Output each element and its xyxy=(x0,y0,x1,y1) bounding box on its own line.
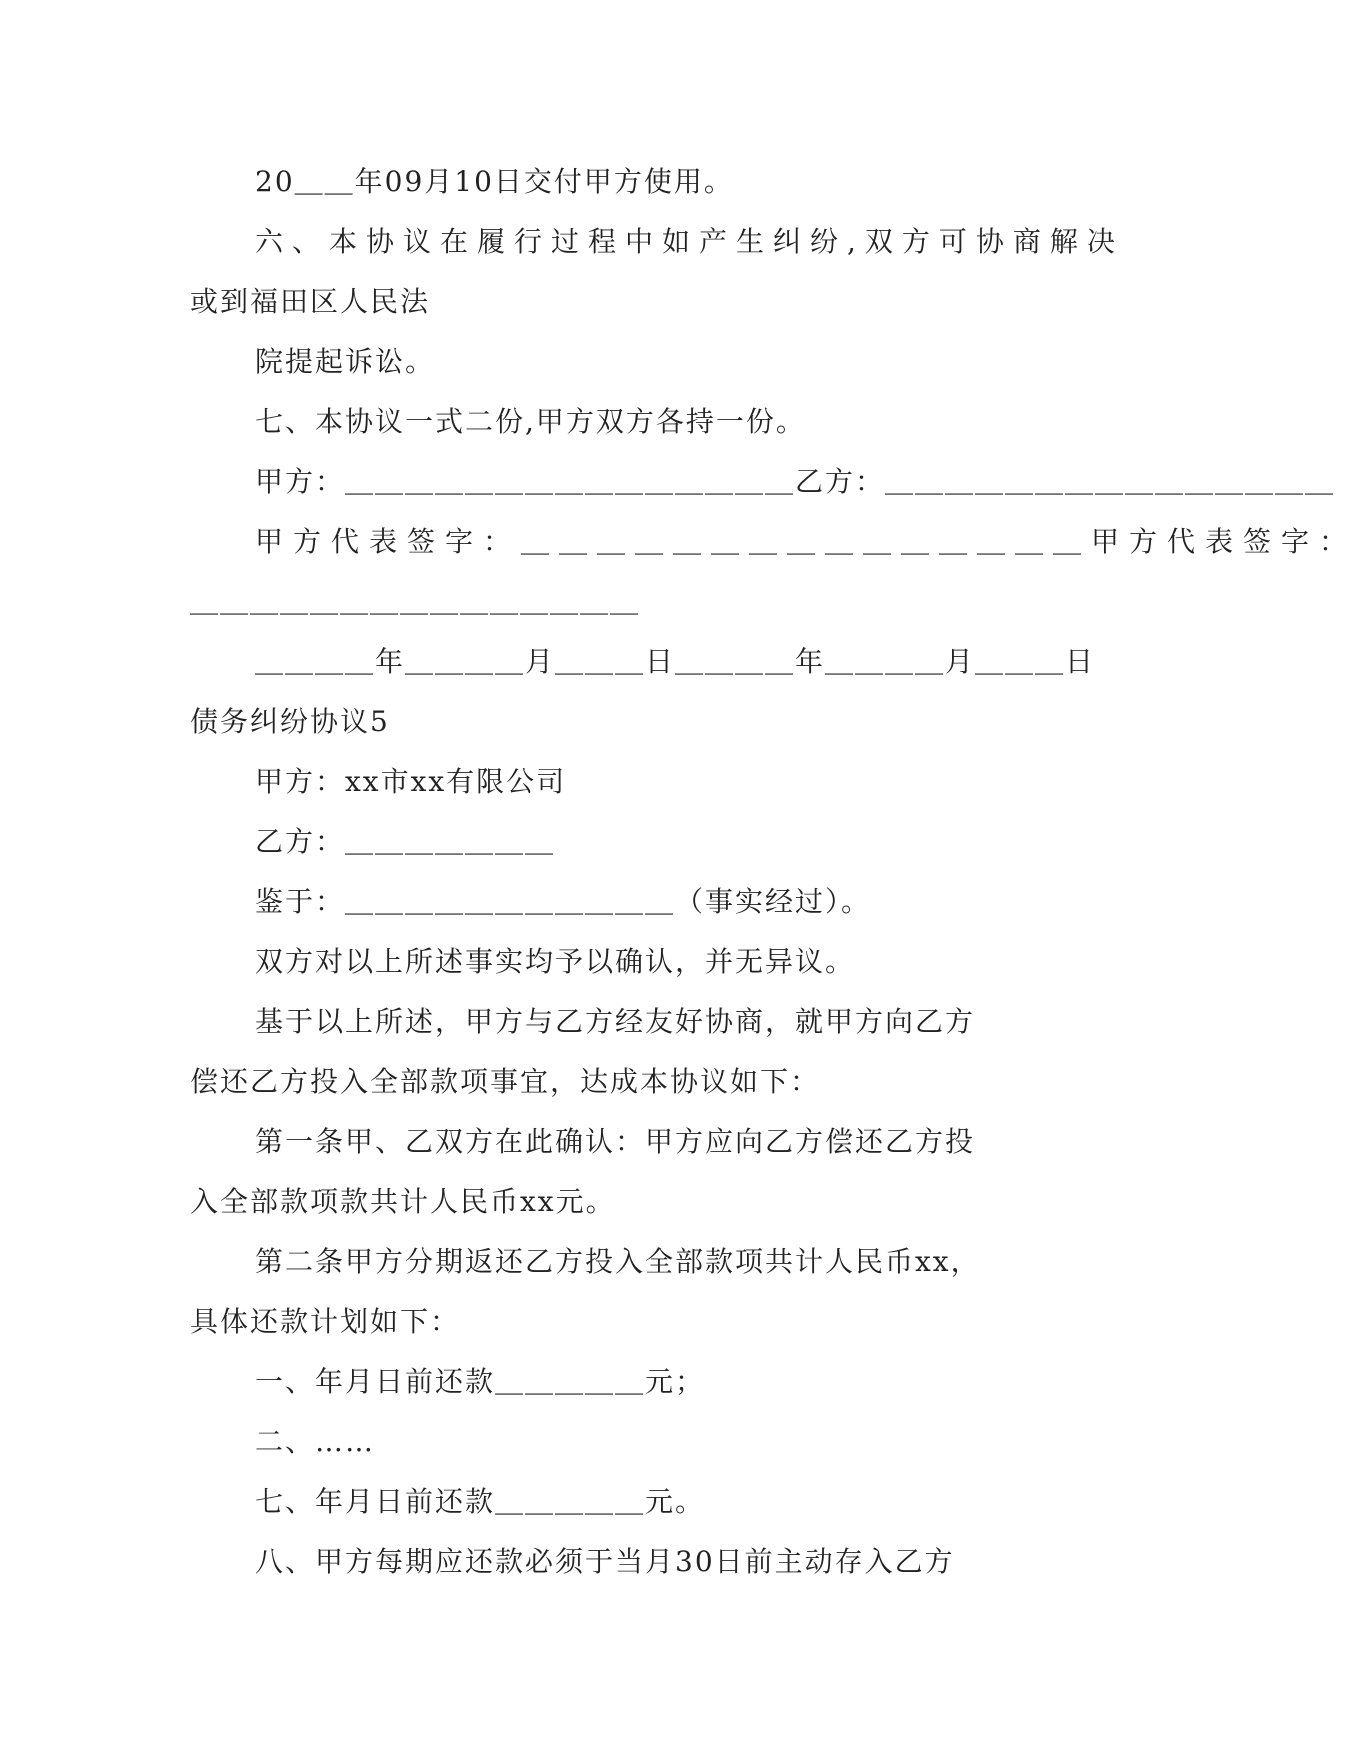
signature-date-line: ＿＿＿＿年＿＿＿＿月＿＿＿日＿＿＿＿年＿＿＿＿月＿＿＿日 xyxy=(255,645,1096,678)
party-a-line: 甲方：xx市xx有限公司 xyxy=(255,765,567,798)
repayment-line: 偿还乙方投入全部款项事宜，达成本协议如下： xyxy=(190,1065,821,1098)
repayment-plan-line: 具体还款计划如下： xyxy=(190,1305,461,1338)
confirmation-line: 双方对以上所述事实均予以确认，并无异议。 xyxy=(255,945,856,978)
agreement-title: 债务纠纷协议5 xyxy=(190,705,390,738)
court-line: 或到福田区人民法 xyxy=(190,285,431,318)
installment-one-line: 一、年月日前还款＿＿＿＿＿元； xyxy=(255,1365,706,1398)
whereas-line: 鉴于：＿＿＿＿＿＿＿＿＿＿＿（事实经过）。 xyxy=(255,885,872,918)
party-b-line: 乙方：＿＿＿＿＿＿＿ xyxy=(255,825,556,858)
article-two-line: 第二条甲方分期返还乙方投入全部款项共计人民币xx， xyxy=(255,1245,981,1278)
installment-seven-line: 七、年月日前还款＿＿＿＿＿元。 xyxy=(255,1485,706,1518)
lawsuit-line: 院提起诉讼。 xyxy=(255,345,436,378)
delivery-date-line: 20＿＿年09月10日交付甲方使用。 xyxy=(255,165,734,198)
party-signature-line: 甲方：＿＿＿＿＿＿＿＿＿＿＿＿＿＿＿乙方：＿＿＿＿＿＿＿＿＿＿＿＿＿＿＿ xyxy=(255,465,1336,498)
clause-seven-line: 七、本协议一式二份,甲方双方各持一份。 xyxy=(255,405,806,438)
installment-two-line: 二、…… xyxy=(255,1425,376,1458)
clause-six-line: 六、本协议在履行过程中如产生纠纷,双方可协商解决 xyxy=(255,225,1124,258)
signature-underline: ＿＿＿＿＿＿＿＿＿＿＿＿＿＿＿ xyxy=(190,585,641,618)
representative-signature-line: 甲方代表签字：＿＿＿＿＿＿＿＿＿＿＿＿＿＿＿甲方代表签字： xyxy=(255,525,1357,558)
clause-eight-line: 八、甲方每期应还款必须于当月30日前主动存入乙方 xyxy=(255,1545,955,1578)
article-one-amount-line: 入全部款项款共计人民币xx元。 xyxy=(190,1185,616,1218)
article-one-line: 第一条甲、乙双方在此确认：甲方应向乙方偿还乙方投 xyxy=(255,1125,976,1158)
negotiation-line: 基于以上所述，甲方与乙方经友好协商，就甲方向乙方 xyxy=(255,1005,976,1038)
